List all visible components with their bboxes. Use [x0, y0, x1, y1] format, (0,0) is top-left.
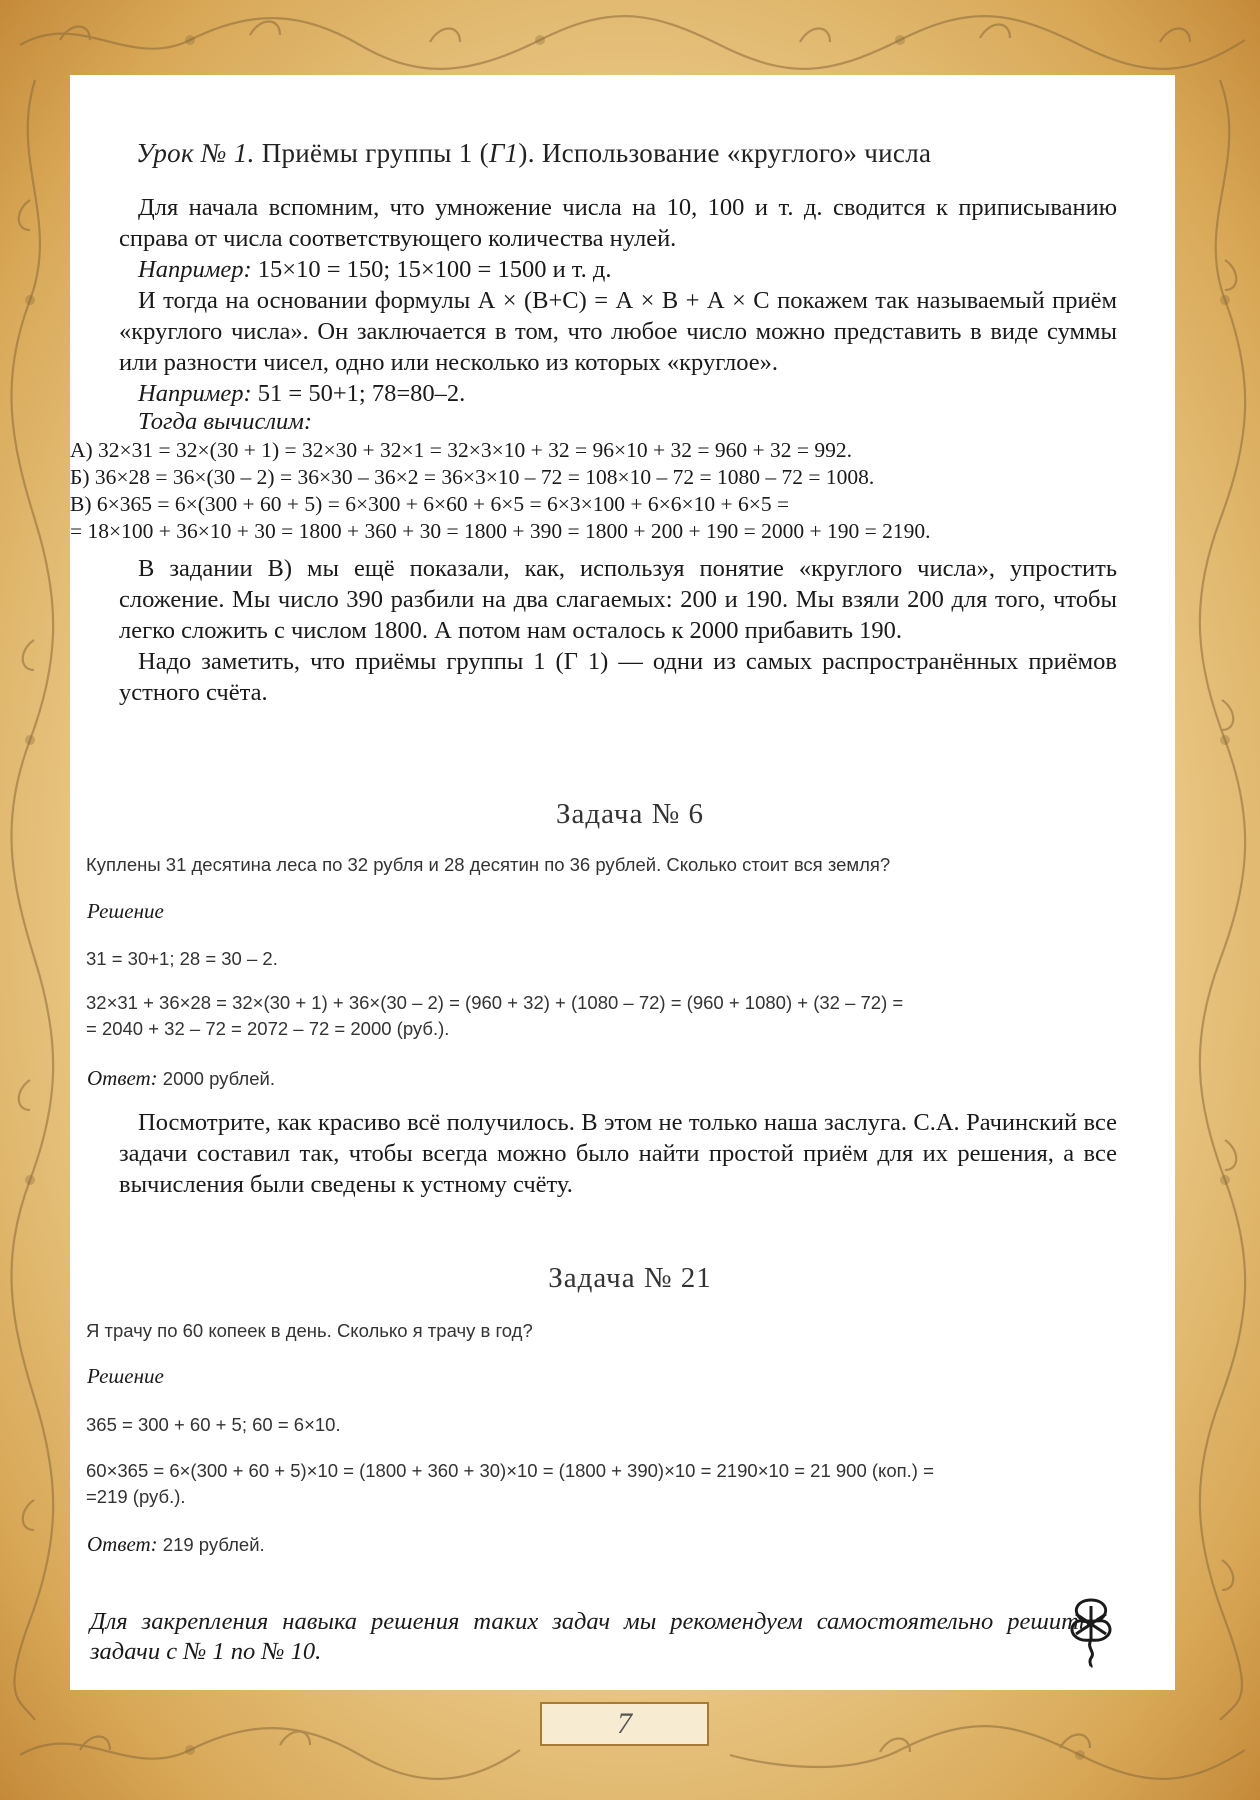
intro-example-1	[119, 254, 1117, 285]
final-note: Для закрепления навыка решения таких задач мы рекомендуем самостоятельно решить задачи с № 1 по № 10.	[90, 1608, 1090, 1665]
calculation-line: = 18×100 + 36×10 + 30 = 1800 + 360 + 30 = 1800 + 390 = 1800 + 200 + 190 = 2000 + 190 = 2190.	[70, 519, 931, 543]
explanation-paragraph-1: В задании В) мы ещё показали, как, используя понятие «круглого числа», упростить сложение. Мы число 390 разбили на два слагаемых: 200 и 190. Мы взяли 200 для того, чтобы легко сложить с числом 1800. А потом нам осталось к 2000 прибавить 190.	[119, 555, 1117, 644]
task-21-answer	[87, 1532, 265, 1557]
compute-label: Тогда вычислим:	[138, 408, 313, 435]
example-text: 51 = 50+1; 78=80–2.	[251, 380, 466, 407]
task-6-line-2: 32×31 + 36×28 = 32×(30 + 1) + 36×(30 – 2) = (960 + 32) + (1080 – 72) = (960 + 1080) + (32 – 72) =	[86, 992, 904, 1013]
celtic-knot-icon	[1066, 1596, 1116, 1668]
page-number-box	[540, 1702, 709, 1746]
comment-paragraph: Посмотрите, как красиво всё получилось. В этом не только наша заслуга. С.А. Рачинский все задачи составил так, чтобы всегда можно было найти простой приём для их решения, а все вычисления были сведены к устному счёту.	[119, 1109, 1117, 1198]
calculations	[70, 437, 1150, 545]
page-number: 7	[617, 1707, 632, 1740]
answer-value: 2000 рублей.	[157, 1068, 275, 1089]
lesson-code: Г1	[488, 138, 519, 168]
answer-value: 219 рублей.	[157, 1534, 265, 1555]
example-label: Например:	[138, 380, 252, 407]
task-21-text: Я трачу по 60 копеек в день. Сколько я трачу в год?	[86, 1320, 533, 1341]
example-text: 15×10 = 150; 15×100 = 1500 и т. д.	[251, 256, 612, 283]
answer-label: Ответ:	[87, 1066, 158, 1090]
task-21-line-1: 365 = 300 + 60 + 5; 60 = 6×10.	[86, 1414, 341, 1435]
task-6-solution-label: Решение	[87, 899, 164, 923]
calculation-line: А) 32×31 = 32×(30 + 1) = 32×30 + 32×1 = 32×3×10 + 32 = 96×10 + 32 = 960 + 32 = 992.	[70, 438, 853, 462]
task-6-line-3: = 2040 + 32 – 72 = 2072 – 72 = 2000 (руб.).	[86, 1018, 450, 1039]
lesson-title-text: Приёмы группы 1 (	[261, 138, 489, 168]
intro-paragraph-3: И тогда на основании формулы А × (В+С) = А × В + А × С покажем так называемый приём «круглого числа». Он заключается в том, что любое число можно представить в виде суммы или разности чисел, одно или несколько из которых «круглое».	[119, 287, 1117, 376]
explanation-paragraph-2: Надо заметить, что приёмы группы 1 (Г 1) — одни из самых распространённых приёмов устного счёта.	[119, 648, 1117, 706]
example-label: Например:	[138, 256, 252, 283]
task-21-line-3: =219 (руб.).	[86, 1486, 186, 1507]
lesson-number: Урок № 1.	[136, 138, 255, 168]
task-21-line-2: 60×365 = 6×(300 + 60 + 5)×10 = (1800 + 360 + 30)×10 = (1800 + 390)×10 = 2190×10 = 21 900 (коп.) =	[86, 1460, 934, 1481]
task-6-answer	[87, 1066, 275, 1091]
calculation-line: Б) 36×28 = 36×(30 – 2) = 36×30 – 36×2 = 36×3×10 – 72 = 108×10 – 72 = 1080 – 72 = 1008.	[70, 465, 875, 489]
comment-section	[119, 1107, 1117, 1200]
explanation-section	[119, 553, 1117, 708]
intro-example-2	[119, 378, 1117, 409]
intro-compute-label	[119, 409, 1117, 435]
task-6-line-1: 31 = 30+1; 28 = 30 – 2.	[86, 948, 278, 969]
task-21-title: Задача № 21	[548, 1262, 712, 1294]
lesson-title	[136, 138, 1136, 169]
task-21-solution-label: Решение	[87, 1364, 164, 1388]
answer-label: Ответ:	[87, 1532, 158, 1556]
lesson-title-end: ). Использование «круглого» числа	[518, 138, 932, 168]
intro-section	[119, 192, 1117, 435]
intro-paragraph-1: Для начала вспомним, что умножение числа на 10, 100 и т. д. сводится к приписыванию справа от числа соответствующего количества нулей.	[119, 194, 1117, 252]
calculation-line: В) 6×365 = 6×(300 + 60 + 5) = 6×300 + 6×60 + 6×5 = 6×3×100 + 6×6×10 + 6×5 =	[70, 492, 790, 516]
task-6-text: Куплены 31 десятина леса по 32 рубля и 28 десятин по 36 рублей. Сколько стоит вся земля?	[86, 854, 891, 875]
task-6-title: Задача № 6	[556, 798, 704, 830]
